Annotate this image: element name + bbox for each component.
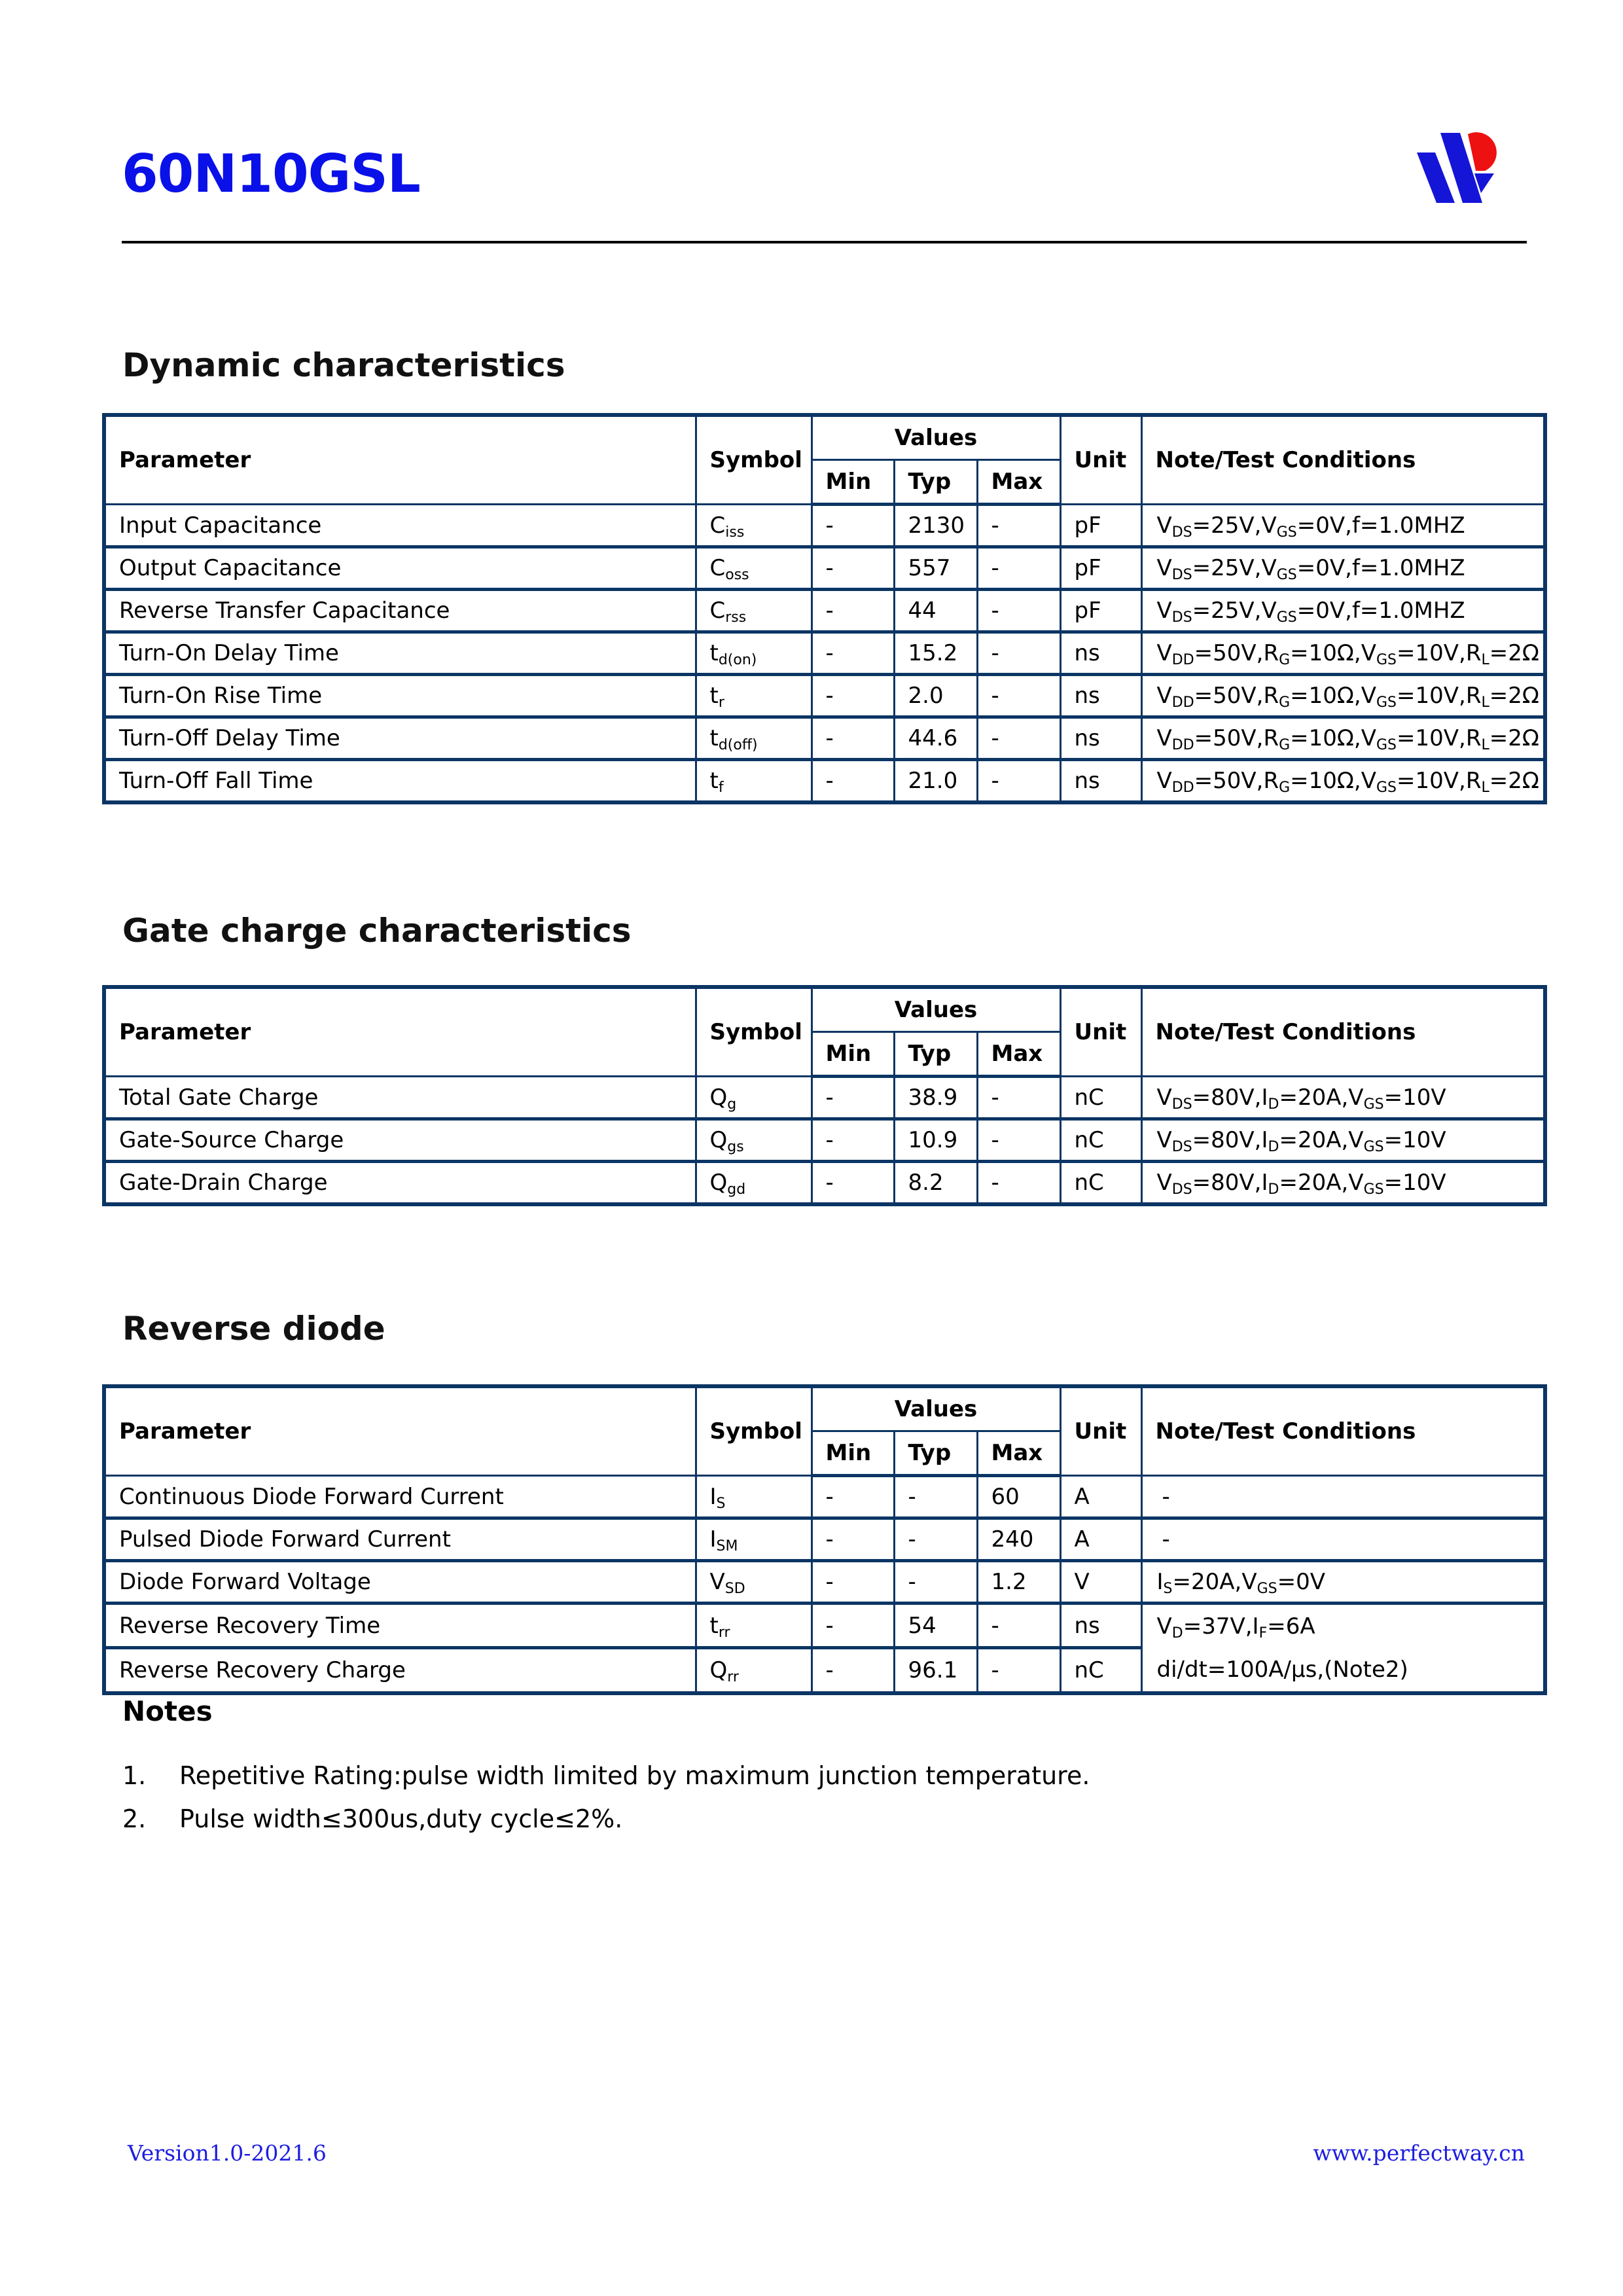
typ-cell: - — [894, 1476, 977, 1518]
column-header-note: Note/Test Conditions — [1141, 987, 1545, 1077]
column-header-max: Max — [977, 460, 1060, 505]
column-header-note: Note/Test Conditions — [1141, 1386, 1545, 1476]
min-cell: - — [812, 1518, 894, 1561]
table-row — [104, 675, 1545, 717]
max-cell: - — [977, 632, 1060, 675]
unit-cell: nC — [1060, 1077, 1141, 1119]
note-cell: $I_S=20A,V_{GS}=0V$ — [1141, 1561, 1545, 1604]
column-header-max: Max — [977, 1032, 1060, 1077]
symbol-cell: $V_{SD}$ — [696, 1561, 812, 1604]
typ-cell: 15.2 — [894, 632, 977, 675]
table-row — [104, 760, 1545, 803]
parameter-cell: Gate-Drain Charge — [104, 1162, 696, 1205]
column-header-symbol: Symbol — [696, 1386, 812, 1476]
table-row — [104, 717, 1545, 760]
column-header-min: Min — [812, 1431, 894, 1476]
table-row — [104, 1077, 1545, 1119]
parameter-cell: Pulsed Diode Forward Current — [104, 1518, 696, 1561]
symbol-cell: $Q_{gs}$ — [696, 1119, 812, 1162]
min-cell: - — [812, 1077, 894, 1119]
note-text: Pulse width≤300us,duty cycle≤2%. — [179, 1804, 623, 1833]
note-item — [122, 1754, 1090, 1797]
note-cell: $V_{DD}=50V,R_G=10\Omega,V_{GS}=10V,R_L=2\Omega$ — [1141, 675, 1545, 717]
min-cell: - — [812, 1162, 894, 1205]
typ-cell: 54 — [894, 1604, 977, 1648]
unit-cell: nC — [1060, 1119, 1141, 1162]
column-header-typ: Typ — [894, 1032, 977, 1077]
min-cell: - — [812, 547, 894, 590]
symbol-cell: $C_{oss}$ — [696, 547, 812, 590]
max-cell: 60 — [977, 1476, 1060, 1518]
table-row — [104, 1119, 1545, 1162]
header-divider — [122, 241, 1527, 243]
symbol-cell: $t_r$ — [696, 675, 812, 717]
table-row — [104, 1561, 1545, 1604]
note-line-2: di/dt=100A/μs,(Note2) — [1156, 1657, 1408, 1683]
typ-cell: 10.9 — [894, 1119, 977, 1162]
unit-cell: ns — [1060, 760, 1141, 803]
column-header-parameter: Parameter — [104, 1386, 696, 1476]
symbol-cell: $Q_{rr}$ — [696, 1648, 812, 1693]
max-cell: 240 — [977, 1518, 1060, 1561]
symbol-cell: $I_S$ — [696, 1476, 812, 1518]
symbol-cell: $t_{d(on)}$ — [696, 632, 812, 675]
typ-cell: 38.9 — [894, 1077, 977, 1119]
note-cell: $V_{DD}=50V,R_G=10\Omega,V_{GS}=10V,R_L=2\Omega$ — [1141, 717, 1545, 760]
typ-cell: 44.6 — [894, 717, 977, 760]
unit-cell: A — [1060, 1518, 1141, 1561]
column-header-values: Values — [812, 1386, 1060, 1431]
unit-cell: ns — [1060, 675, 1141, 717]
max-cell: - — [977, 717, 1060, 760]
column-header-symbol: Symbol — [696, 415, 812, 505]
table-row — [104, 632, 1545, 675]
column-header-typ: Typ — [894, 1431, 977, 1476]
min-cell: - — [812, 717, 894, 760]
max-cell: - — [977, 1604, 1060, 1648]
note-cell: $V_{DD}=50V,R_G=10\Omega,V_{GS}=10V,R_L=2\Omega$ — [1141, 632, 1545, 675]
unit-cell: pF — [1060, 590, 1141, 632]
min-cell: - — [812, 590, 894, 632]
part-number-title: 60N10GSL — [122, 143, 420, 204]
unit-cell: pF — [1060, 505, 1141, 547]
gate-charge-table — [102, 985, 1547, 1206]
parameter-cell: Output Capacitance — [104, 547, 696, 590]
parameter-cell: Turn-Off Delay Time — [104, 717, 696, 760]
table-row — [104, 1162, 1545, 1205]
typ-cell: 2130 — [894, 505, 977, 547]
parameter-cell: Reverse Transfer Capacitance — [104, 590, 696, 632]
unit-cell: A — [1060, 1476, 1141, 1518]
typ-cell: 557 — [894, 547, 977, 590]
dynamic-characteristics-table — [102, 413, 1547, 804]
min-cell: - — [812, 1561, 894, 1604]
parameter-cell: Turn-On Rise Time — [104, 675, 696, 717]
max-cell: - — [977, 1077, 1060, 1119]
max-cell: - — [977, 675, 1060, 717]
unit-cell: ns — [1060, 632, 1141, 675]
max-cell: - — [977, 1119, 1060, 1162]
parameter-cell: Turn-Off Fall Time — [104, 760, 696, 803]
max-cell: - — [977, 760, 1060, 803]
column-header-unit: Unit — [1060, 415, 1141, 505]
unit-cell: nC — [1060, 1162, 1141, 1205]
column-header-symbol: Symbol — [696, 987, 812, 1077]
note-number: 2. — [122, 1804, 147, 1833]
symbol-cell: $t_{d(off)}$ — [696, 717, 812, 760]
symbol-cell: $C_{rss}$ — [696, 590, 812, 632]
note-cell: $V_{DS}=25V,V_{GS}=0V,f=1.0MHZ$ — [1141, 590, 1545, 632]
note-cell: $V_{DS}=25V,V_{GS}=0V,f=1.0MHZ$ — [1141, 547, 1545, 590]
symbol-cell: $t_{rr}$ — [696, 1604, 812, 1648]
parameter-cell: Total Gate Charge — [104, 1077, 696, 1119]
notes-list — [122, 1754, 1090, 1840]
min-cell: - — [812, 760, 894, 803]
footer-version: Version1.0-2021.6 — [128, 2140, 327, 2166]
column-header-unit: Unit — [1060, 987, 1141, 1077]
unit-cell: nC — [1060, 1648, 1141, 1693]
note-cell: $V_{DS}=80V,I_D=20A,V_{GS}=10V$ — [1141, 1162, 1545, 1205]
typ-cell: - — [894, 1561, 977, 1604]
table-row — [104, 1476, 1545, 1518]
column-header-min: Min — [812, 1032, 894, 1077]
parameter-cell: Continuous Diode Forward Current — [104, 1476, 696, 1518]
typ-cell: 21.0 — [894, 760, 977, 803]
typ-cell: 96.1 — [894, 1648, 977, 1693]
note-cell: $V_{DS}=80V,I_D=20A,V_{GS}=10V$ — [1141, 1119, 1545, 1162]
min-cell: - — [812, 675, 894, 717]
note-number: 1. — [122, 1761, 147, 1790]
column-header-typ: Typ — [894, 460, 977, 505]
section-title-dynamic: Dynamic characteristics — [122, 346, 565, 384]
max-cell: - — [977, 1648, 1060, 1693]
unit-cell: ns — [1060, 1604, 1141, 1648]
min-cell: - — [812, 1648, 894, 1693]
note-item — [122, 1797, 1090, 1840]
max-cell: - — [977, 590, 1060, 632]
symbol-cell: $t_f$ — [696, 760, 812, 803]
max-cell: - — [977, 1162, 1060, 1205]
note-line-1: $V_D=37V,I_F=6A$ — [1156, 1613, 1315, 1641]
column-header-parameter: Parameter — [104, 987, 696, 1077]
note-cell: $V_{DS}=25V,V_{GS}=0V,f=1.0MHZ$ — [1141, 505, 1545, 547]
max-cell: 1.2 — [977, 1561, 1060, 1604]
symbol-cell: $C_{iss}$ — [696, 505, 812, 547]
typ-cell: - — [894, 1518, 977, 1561]
max-cell: - — [977, 547, 1060, 590]
note-text: Repetitive Rating:pulse width limited by maximum junction temperature. — [179, 1761, 1090, 1790]
parameter-cell: Turn-On Delay Time — [104, 632, 696, 675]
table-row — [104, 1604, 1545, 1648]
unit-cell: ns — [1060, 717, 1141, 760]
company-logo-icon — [1417, 128, 1502, 203]
section-title-reverse-diode: Reverse diode — [122, 1310, 385, 1348]
min-cell: - — [812, 1604, 894, 1648]
column-header-parameter: Parameter — [104, 415, 696, 505]
reverse-diode-table — [102, 1384, 1547, 1695]
unit-cell: V — [1060, 1561, 1141, 1604]
min-cell: - — [812, 632, 894, 675]
notes-title: Notes — [122, 1695, 213, 1727]
typ-cell: 8.2 — [894, 1162, 977, 1205]
footer-website-link[interactable]: www.perfectway.cn — [1313, 2140, 1525, 2166]
symbol-cell: $Q_g$ — [696, 1077, 812, 1119]
table-row — [104, 1518, 1545, 1561]
parameter-cell: Reverse Recovery Time — [104, 1604, 696, 1648]
max-cell: - — [977, 505, 1060, 547]
column-header-max: Max — [977, 1431, 1060, 1476]
parameter-cell: Gate-Source Charge — [104, 1119, 696, 1162]
parameter-cell: Reverse Recovery Charge — [104, 1648, 696, 1693]
unit-cell: pF — [1060, 547, 1141, 590]
table-row — [104, 547, 1545, 590]
note-cell-merged — [1141, 1604, 1545, 1694]
typ-cell: 44 — [894, 590, 977, 632]
min-cell: - — [812, 1476, 894, 1518]
parameter-cell: Diode Forward Voltage — [104, 1561, 696, 1604]
column-header-unit: Unit — [1060, 1386, 1141, 1476]
note-cell: - — [1141, 1518, 1545, 1561]
column-header-values: Values — [812, 987, 1060, 1032]
table-row — [104, 590, 1545, 632]
column-header-note: Note/Test Conditions — [1141, 415, 1545, 505]
parameter-cell: Input Capacitance — [104, 505, 696, 547]
note-cell: $V_{DS}=80V,I_D=20A,V_{GS}=10V$ — [1141, 1077, 1545, 1119]
column-header-min: Min — [812, 460, 894, 505]
symbol-cell: $I_{SM}$ — [696, 1518, 812, 1561]
min-cell: - — [812, 1119, 894, 1162]
typ-cell: 2.0 — [894, 675, 977, 717]
note-cell: $V_{DD}=50V,R_G=10\Omega,V_{GS}=10V,R_L=2\Omega$ — [1141, 760, 1545, 803]
note-cell: - — [1141, 1476, 1545, 1518]
symbol-cell: $Q_{gd}$ — [696, 1162, 812, 1205]
table-row — [104, 505, 1545, 547]
column-header-values: Values — [812, 415, 1060, 460]
section-title-gate-charge: Gate charge characteristics — [122, 912, 632, 950]
min-cell: - — [812, 505, 894, 547]
